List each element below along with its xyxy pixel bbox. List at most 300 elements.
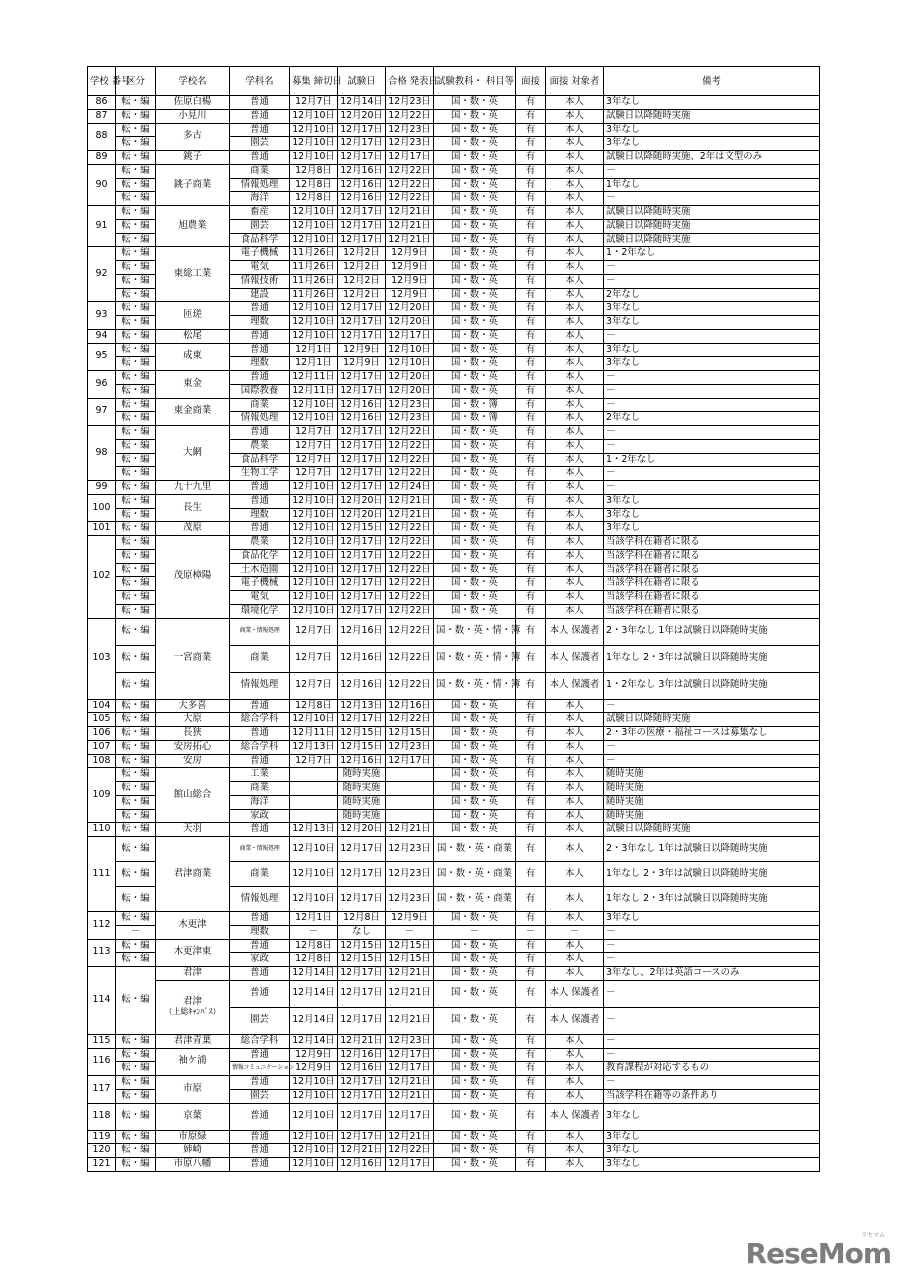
dept-cell: 情報処理	[230, 672, 290, 699]
biko-cell: －	[604, 754, 820, 768]
biko-cell: 随時実施	[604, 795, 820, 809]
mensetsu-cell: 有	[516, 1158, 546, 1172]
shiken-cell: 12月2日	[338, 261, 386, 275]
taisho-cell: 本人	[546, 274, 604, 288]
school-number-cell: 111	[88, 837, 116, 912]
kubun-cell: 転・編	[116, 109, 156, 123]
shiken-cell: 12月17日	[338, 206, 386, 220]
school-number-cell: 118	[88, 1103, 116, 1130]
school-name-cell: 銚子	[156, 151, 230, 165]
taisho-cell: 本人	[546, 494, 604, 508]
gokaku-cell: 12月20日	[386, 384, 434, 398]
shiken-cell: 12月16日	[338, 672, 386, 699]
col-header-biko: 備考	[604, 67, 820, 96]
table-row	[88, 247, 820, 261]
shiken-cell: 12月15日	[338, 727, 386, 741]
dept-cell: 普通	[230, 939, 290, 953]
school-name-cell: 匝瑳	[156, 302, 230, 330]
col-header-dept: 学科名	[230, 67, 290, 96]
kyoka-cell: 国・数・英	[434, 549, 516, 563]
biko-cell: 1・2年なし 3年は試験日以降随時実施	[604, 672, 820, 699]
shiken-cell: 12月15日	[338, 740, 386, 754]
gokaku-cell: 12月9日	[386, 274, 434, 288]
boshu-cell: 12月8日	[290, 164, 338, 178]
biko-cell: 3年なし	[604, 1130, 820, 1144]
kubun-cell: 転・編	[116, 453, 156, 467]
dept-cell: 総合学科	[230, 713, 290, 727]
table-row	[88, 618, 820, 645]
kyoka-cell: 国・数・英	[434, 754, 516, 768]
kubun-cell: 転・編	[116, 862, 156, 887]
mensetsu-cell: 有	[516, 247, 546, 261]
school-number-cell: 100	[88, 494, 116, 522]
gokaku-cell: 12月22日	[386, 577, 434, 591]
mensetsu-cell: 有	[516, 1076, 546, 1090]
shiken-cell: 12月17日	[338, 302, 386, 316]
kyoka-cell: 国・数・英	[434, 508, 516, 522]
school-number-cell: 104	[88, 699, 116, 713]
kyoka-cell: 国・数・英	[434, 109, 516, 123]
kyoka-cell: 国・数・英	[434, 439, 516, 453]
biko-cell: 試験日以降随時実施	[604, 823, 820, 837]
kyoka-cell: 国・数・英	[434, 699, 516, 713]
boshu-cell	[290, 795, 338, 809]
gokaku-cell: 12月21日	[386, 233, 434, 247]
kyoka-cell: 国・数・英	[434, 967, 516, 981]
mensetsu-cell: 有	[516, 371, 546, 385]
kubun-cell: 転・編	[116, 699, 156, 713]
kyoka-cell: 国・数・英	[434, 912, 516, 926]
kyoka-cell: 国・数・英	[434, 782, 516, 796]
dept-cell: 情報技術	[230, 274, 290, 288]
kubun-cell: 転・編	[116, 754, 156, 768]
gokaku-cell: 12月21日	[386, 206, 434, 220]
taisho-cell: 本人 保護者	[546, 980, 604, 1007]
mensetsu-cell: 有	[516, 577, 546, 591]
kubun-cell: 転・編	[116, 219, 156, 233]
dept-cell: 普通	[230, 522, 290, 536]
table-row	[88, 96, 820, 110]
kubun-cell: 転・編	[116, 192, 156, 206]
table-row	[88, 939, 820, 953]
mensetsu-cell: 有	[516, 1034, 546, 1048]
biko-cell: 試験日以降随時実施	[604, 713, 820, 727]
biko-cell: 2・3年なし 1年は試験日以降随時実施	[604, 837, 820, 862]
boshu-cell: 12月10日	[290, 316, 338, 330]
kyoka-cell: 国・数・英	[434, 953, 516, 967]
dept-cell: 普通	[230, 754, 290, 768]
school-name-cell	[156, 980, 230, 1034]
kyoka-cell: 国・数・英	[434, 577, 516, 591]
table-row	[88, 164, 820, 178]
boshu-cell: 12月7日	[290, 645, 338, 672]
kubun-cell: 転・編	[116, 316, 156, 330]
school-number-cell: 119	[88, 1130, 116, 1144]
table-row	[88, 398, 820, 412]
mensetsu-cell: 有	[516, 219, 546, 233]
shiken-cell: 12月16日	[338, 1158, 386, 1172]
shiken-cell: 12月17日	[338, 980, 386, 1007]
kubun-cell: 転・編	[116, 1130, 156, 1144]
table-row	[88, 109, 820, 123]
biko-cell: 随時実施	[604, 768, 820, 782]
shiken-cell: 12月17日	[338, 1007, 386, 1034]
table-row	[88, 1048, 820, 1062]
boshu-cell: 12月10日	[290, 713, 338, 727]
boshu-cell: 12月1日	[290, 357, 338, 371]
mensetsu-cell: 有	[516, 563, 546, 577]
dept-cell: 普通	[230, 980, 290, 1007]
school-name-cell: 長生	[156, 494, 230, 522]
mensetsu-cell: 有	[516, 522, 546, 536]
biko-cell: －	[604, 371, 820, 385]
kubun-cell: 転・編	[116, 549, 156, 563]
school-name-cell: 袖ケ浦	[156, 1048, 230, 1076]
boshu-cell: 12月7日	[290, 96, 338, 110]
table-row	[88, 967, 820, 981]
gokaku-cell: 12月23日	[386, 96, 434, 110]
mensetsu-cell: 有	[516, 740, 546, 754]
kubun-cell: 転・編	[116, 357, 156, 371]
mensetsu-cell: 有	[516, 953, 546, 967]
shiken-cell: 12月17日	[338, 467, 386, 481]
shiken-cell: 12月17日	[338, 371, 386, 385]
school-number-cell: 108	[88, 754, 116, 768]
col-header-shiken: 試験日	[338, 67, 386, 96]
kubun-cell: 転・編	[116, 1103, 156, 1130]
dept-cell: 総合学科	[230, 740, 290, 754]
kyoka-cell: 国・数・英	[434, 288, 516, 302]
biko-cell: －	[604, 481, 820, 495]
kubun-cell: 転・編	[116, 467, 156, 481]
dept-cell: 普通	[230, 494, 290, 508]
taisho-cell: 本人	[546, 481, 604, 495]
school-name-cell: 東金	[156, 371, 230, 399]
school-number-cell: 110	[88, 823, 116, 837]
school-name-cell: 長狭	[156, 727, 230, 741]
mensetsu-cell: 有	[516, 1103, 546, 1130]
taisho-cell: 本人	[546, 453, 604, 467]
gokaku-cell: 12月16日	[386, 699, 434, 713]
school-name-cell: 旭農業	[156, 206, 230, 247]
shiken-cell: 12月16日	[338, 1062, 386, 1076]
school-number-cell: 94	[88, 329, 116, 343]
kubun-cell: 転・編	[116, 1048, 156, 1062]
dept-cell: 普通	[230, 967, 290, 981]
gokaku-cell: 12月22日	[386, 536, 434, 550]
taisho-cell: 本人	[546, 357, 604, 371]
mensetsu-cell: 有	[516, 426, 546, 440]
taisho-cell: 本人	[546, 1144, 604, 1158]
dept-cell: 電子機械	[230, 247, 290, 261]
gokaku-cell: 12月22日	[386, 713, 434, 727]
shiken-cell: 12月14日	[338, 96, 386, 110]
dept-cell: 環境化学	[230, 604, 290, 618]
boshu-cell: 12月11日	[290, 371, 338, 385]
biko-cell: －	[604, 925, 820, 939]
biko-cell: 3年なし	[604, 1103, 820, 1130]
biko-cell: 3年なし	[604, 522, 820, 536]
school-name-cell: 成東	[156, 343, 230, 371]
shiken-cell: 12月17日	[338, 137, 386, 151]
biko-cell: －	[604, 1048, 820, 1062]
gokaku-cell	[386, 782, 434, 796]
mensetsu-cell: 有	[516, 645, 546, 672]
shiken-cell: 随時実施	[338, 768, 386, 782]
shiken-cell: 12月16日	[338, 645, 386, 672]
mensetsu-cell: 有	[516, 178, 546, 192]
kubun-cell: 転・編	[116, 536, 156, 550]
taisho-cell: 本人	[546, 740, 604, 754]
mensetsu-cell: 有	[516, 412, 546, 426]
mensetsu-cell: －	[516, 925, 546, 939]
mensetsu-cell: 有	[516, 96, 546, 110]
kubun-cell: 転・編	[116, 939, 156, 953]
boshu-cell: 12月13日	[290, 740, 338, 754]
boshu-cell: 12月8日	[290, 953, 338, 967]
shiken-cell: 12月17日	[338, 563, 386, 577]
kubun-cell: 転・編	[116, 261, 156, 275]
taisho-cell: 本人	[546, 577, 604, 591]
gokaku-cell: 12月21日	[386, 494, 434, 508]
shiken-cell: 12月13日	[338, 699, 386, 713]
boshu-cell: 12月7日	[290, 618, 338, 645]
biko-cell: 2年なし	[604, 412, 820, 426]
biko-cell: －	[604, 1034, 820, 1048]
table-row	[88, 343, 820, 357]
boshu-cell: 12月10日	[290, 563, 338, 577]
mensetsu-cell: 有	[516, 494, 546, 508]
boshu-cell: 12月8日	[290, 192, 338, 206]
biko-cell: 2・3年なし 1年は試験日以降随時実施	[604, 618, 820, 645]
taisho-cell: 本人	[546, 123, 604, 137]
kyoka-cell: 国・数・英	[434, 1158, 516, 1172]
kyoka-cell: 国・数・英	[434, 467, 516, 481]
biko-cell: 当該学科在籍等の条件あり	[604, 1089, 820, 1103]
mensetsu-cell: 有	[516, 591, 546, 605]
shiken-cell: 12月16日	[338, 412, 386, 426]
boshu-cell: 12月10日	[290, 522, 338, 536]
school-name-cell: 館山総合	[156, 768, 230, 823]
kyoka-cell: 国・数・英	[434, 768, 516, 782]
dept-cell: 普通	[230, 123, 290, 137]
school-number-cell: 89	[88, 151, 116, 165]
dept-cell: 食品科学	[230, 453, 290, 467]
kyoka-cell: 国・数・英	[434, 1076, 516, 1090]
mensetsu-cell: 有	[516, 1089, 546, 1103]
kubun-cell: 転・編	[116, 795, 156, 809]
biko-cell: －	[604, 274, 820, 288]
gokaku-cell: 12月17日	[386, 1048, 434, 1062]
mensetsu-cell: 有	[516, 549, 546, 563]
mensetsu-cell: 有	[516, 604, 546, 618]
shiken-cell: 12月16日	[338, 164, 386, 178]
school-campus: （上総ｷｬﾝﾊﾟｽ）	[164, 1007, 221, 1017]
boshu-cell: 12月10日	[290, 1103, 338, 1130]
kubun-cell: 転・編	[116, 288, 156, 302]
gokaku-cell: 12月15日	[386, 953, 434, 967]
taisho-cell: 本人	[546, 178, 604, 192]
mensetsu-cell: 有	[516, 508, 546, 522]
boshu-cell: 12月10日	[290, 536, 338, 550]
biko-cell: 当該学科在籍者に限る	[604, 549, 820, 563]
shiken-cell: 12月17日	[338, 316, 386, 330]
shiken-cell: 12月17日	[338, 329, 386, 343]
shiken-cell: 12月17日	[338, 604, 386, 618]
kyoka-cell: 国・数・英	[434, 247, 516, 261]
biko-cell: 3年なし	[604, 302, 820, 316]
kyoka-cell: 国・数・英	[434, 261, 516, 275]
dept-cell: 情報処理	[230, 887, 290, 912]
kubun-cell: 転・編	[116, 837, 156, 862]
kyoka-cell: 国・数・英	[434, 536, 516, 550]
school-name-cell: 君津青葉	[156, 1034, 230, 1048]
kyoka-cell: 国・数・英・商業	[434, 837, 516, 862]
shiken-cell: 随時実施	[338, 782, 386, 796]
table-row	[88, 494, 820, 508]
school-number-cell: 101	[88, 522, 116, 536]
dept-cell: 普通	[230, 481, 290, 495]
taisho-cell: 本人	[546, 1130, 604, 1144]
gokaku-cell: 12月21日	[386, 980, 434, 1007]
taisho-cell: 本人	[546, 967, 604, 981]
col-header-kyoka: 試験教科・ 科目等	[434, 67, 516, 96]
table-row	[88, 1158, 820, 1172]
biko-cell: －	[604, 439, 820, 453]
kubun-cell: 転・編	[116, 740, 156, 754]
boshu-cell: 12月8日	[290, 178, 338, 192]
taisho-cell: 本人	[546, 713, 604, 727]
taisho-cell: 本人	[546, 398, 604, 412]
boshu-cell: 11月26日	[290, 261, 338, 275]
dept-cell: 畜産	[230, 206, 290, 220]
mensetsu-cell: 有	[516, 809, 546, 823]
gokaku-cell: 12月22日	[386, 453, 434, 467]
mensetsu-cell: 有	[516, 782, 546, 796]
biko-cell: 試験日以降随時実施	[604, 219, 820, 233]
taisho-cell: 本人	[546, 782, 604, 796]
biko-cell: －	[604, 329, 820, 343]
boshu-cell: 12月9日	[290, 1048, 338, 1062]
taisho-cell: 本人	[546, 795, 604, 809]
school-number-cell: 112	[88, 912, 116, 940]
shiken-cell: 12月16日	[338, 618, 386, 645]
shiken-cell: 12月16日	[338, 178, 386, 192]
biko-cell: －	[604, 164, 820, 178]
shiken-cell: 12月2日	[338, 288, 386, 302]
boshu-cell: 12月7日	[290, 754, 338, 768]
mensetsu-cell: 有	[516, 1062, 546, 1076]
kubun-cell: 転・編	[116, 412, 156, 426]
kubun-cell: 転・編	[116, 96, 156, 110]
shiken-cell: 12月17日	[338, 453, 386, 467]
kubun-cell: 転・編	[116, 713, 156, 727]
mensetsu-cell: 有	[516, 536, 546, 550]
school-name-cell: 多古	[156, 123, 230, 151]
boshu-cell	[290, 768, 338, 782]
gokaku-cell: 12月20日	[386, 302, 434, 316]
gokaku-cell: 12月24日	[386, 481, 434, 495]
biko-cell: 試験日以降随時実施	[604, 109, 820, 123]
kubun-cell: 転・編	[116, 563, 156, 577]
shiken-cell: 12月8日	[338, 912, 386, 926]
school-number-cell: 92	[88, 247, 116, 302]
biko-cell: －	[604, 398, 820, 412]
mensetsu-cell: 有	[516, 357, 546, 371]
kyoka-cell: 国・数・英・情・簿	[434, 645, 516, 672]
kyoka-cell: 国・数・英・商業	[434, 887, 516, 912]
gokaku-cell: 12月22日	[386, 618, 434, 645]
table-row	[88, 980, 820, 1007]
kubun-cell: 転・編	[116, 727, 156, 741]
boshu-cell: 12月14日	[290, 980, 338, 1007]
table-row	[88, 329, 820, 343]
gokaku-cell: 12月15日	[386, 939, 434, 953]
biko-cell: －	[604, 426, 820, 440]
taisho-cell: 本人	[546, 233, 604, 247]
gokaku-cell: 12月10日	[386, 343, 434, 357]
school-name-cell: 茂原樟陽	[156, 536, 230, 619]
biko-cell: 3年なし	[604, 357, 820, 371]
col-header-taisho: 面接 対象者	[546, 67, 604, 96]
gokaku-cell: 12月21日	[386, 967, 434, 981]
kubun-cell: 転・編	[116, 384, 156, 398]
school-number-cell: 117	[88, 1076, 116, 1104]
gokaku-cell: 12月22日	[386, 439, 434, 453]
boshu-cell: 12月7日	[290, 453, 338, 467]
table-row	[88, 206, 820, 220]
col-header-school: 学校名	[156, 67, 230, 96]
taisho-cell: 本人	[546, 536, 604, 550]
gokaku-cell: 12月17日	[386, 151, 434, 165]
kyoka-cell: 国・数・英	[434, 1062, 516, 1076]
gokaku-cell: 12月22日	[386, 604, 434, 618]
dept-cell: 工業	[230, 768, 290, 782]
biko-cell: －	[604, 1076, 820, 1090]
dept-cell: 普通	[230, 151, 290, 165]
shiken-cell: 12月16日	[338, 754, 386, 768]
gokaku-cell: 12月22日	[386, 591, 434, 605]
biko-cell: 2年なし	[604, 288, 820, 302]
kyoka-cell: 国・数・英	[434, 384, 516, 398]
school-number-cell: 93	[88, 302, 116, 330]
taisho-cell: 本人	[546, 96, 604, 110]
table-row	[88, 151, 820, 165]
dept-cell: 海洋	[230, 795, 290, 809]
taisho-cell: 本人	[546, 887, 604, 912]
taisho-cell: 本人	[546, 151, 604, 165]
table-row	[88, 699, 820, 713]
kubun-cell: 転・編	[116, 823, 156, 837]
biko-cell: 1年なし 2・3年は試験日以降随時実施	[604, 645, 820, 672]
school-number-cell: 98	[88, 426, 116, 481]
mensetsu-cell: 有	[516, 699, 546, 713]
taisho-cell: 本人	[546, 809, 604, 823]
boshu-cell: 12月8日	[290, 699, 338, 713]
kyoka-cell: 国・数・英	[434, 123, 516, 137]
kubun-cell: 転・編	[116, 1089, 156, 1103]
gokaku-cell: 12月21日	[386, 1089, 434, 1103]
boshu-cell	[290, 809, 338, 823]
table-row	[88, 371, 820, 385]
kyoka-cell: 国・数・英	[434, 96, 516, 110]
kubun-cell: 転・編	[116, 672, 156, 699]
dept-cell: 普通	[230, 912, 290, 926]
dept-cell: 普通	[230, 109, 290, 123]
table-row	[88, 1144, 820, 1158]
school-name-cell: 一宮商業	[156, 618, 230, 699]
shiken-cell: 12月21日	[338, 1034, 386, 1048]
